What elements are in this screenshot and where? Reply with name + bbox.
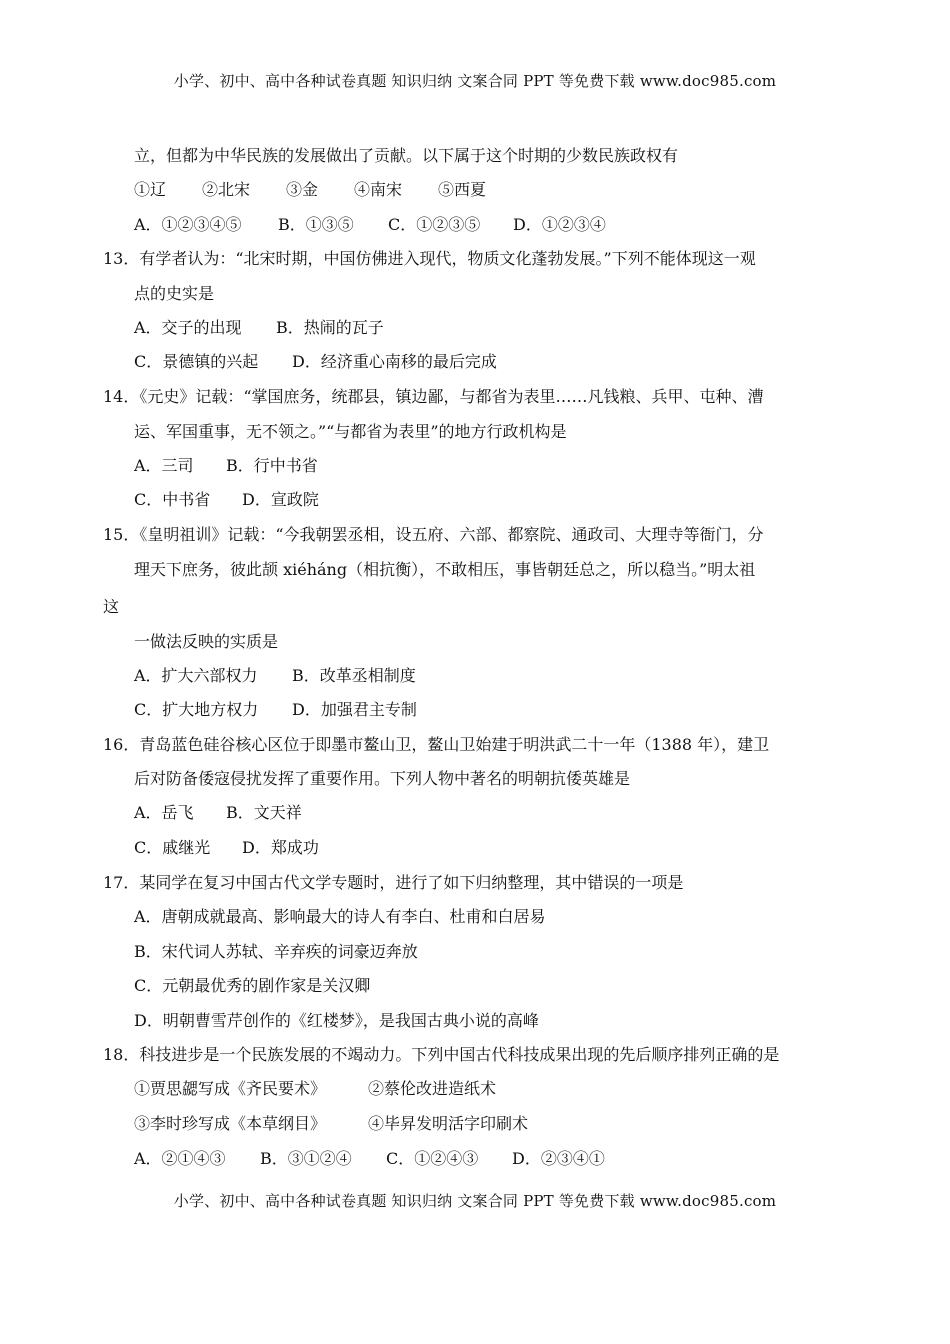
option-a: A．交子的出现 [134,318,242,337]
option-c: C．①②④③ [386,1149,479,1168]
q18-items-row2 [134,1114,528,1134]
q12-options [134,215,606,235]
q16-options-row1 [134,803,302,823]
q12-item: ①辽 [134,180,167,199]
q16-stem-line2: 后对防备倭寇侵扰发挥了重要作用。下列人物中著名的明朝抗倭英雄是 [134,769,631,788]
option-b: B．宋代词人苏轼、辛弃疾的词豪迈奔放 [134,942,418,961]
option-d: D．②③④① [512,1149,605,1168]
option-b: B．①③⑤ [278,215,354,234]
page-header: 小学、初中、高中各种试卷真题 知识归纳 文案合同 PPT 等免费下载 www.doc985.com [173,72,777,90]
q18-items-row1 [134,1079,496,1099]
q13-options-row1 [134,318,384,338]
option-d: D．郑成功 [242,838,319,857]
option-a: A．②①④③ [134,1149,226,1168]
q13-stem-line1: 13．有学者认为：“北宋时期，中国仿佛进入现代，物质文化蓬勃发展。”下列不能体现这一观 [103,249,756,268]
q12-item: ⑤西夏 [438,180,487,199]
option-a: A．唐朝成就最高、影响最大的诗人有李白、杜甫和白居易 [134,907,546,926]
q15-stem-line3: 这 [103,597,120,616]
q14-stem-line2: 运、军国重事，无不领之。”“与都省为表里”的地方行政机构是 [134,422,567,441]
option-d: D．宣政院 [242,490,319,509]
option-b: B．文天祥 [226,803,302,822]
option-c: C．景德镇的兴起 [134,352,259,371]
q14-options-row1 [134,456,318,476]
q18-item: ④毕昇发明活字印刷术 [368,1114,529,1133]
option-c: C．戚继光 [134,838,211,857]
q14-stem-line1: 14．《元史》记载：“掌国庶务，统郡县，镇边鄙，与都省为表里……凡钱粮、兵甲、屯种、漕 [103,387,764,406]
option-d: D．明朝曹雪芹创作的《红楼梦》，是我国古典小说的高峰 [134,1011,539,1030]
q17-stem-line1: 17．某同学在复习中国古代文学专题时，进行了如下归纳整理，其中错误的一项是 [103,873,684,892]
q18-item: ①贾思勰写成《齐民要术》 [134,1079,327,1098]
option-d: D．①②③④ [513,215,606,234]
q15-stem-line1: 15．《皇明祖训》记载：“今我朝罢丞相，设五府、六部、都察院、通政司、大理寺等衙门，分 [103,525,764,544]
q18-item: ③李时珍写成《本草纲目》 [134,1114,327,1133]
option-b: B．③①②④ [260,1149,352,1168]
option-a: A．三司 [134,456,194,475]
option-c: C．①②③⑤ [388,215,481,234]
option-c: C．中书省 [134,490,211,509]
page-footer: 小学、初中、高中各种试卷真题 知识归纳 文案合同 PPT 等免费下载 www.doc985.com [173,1192,777,1210]
option-a: A．扩大六部权力 [134,666,258,685]
option-d: D．加强君主专制 [292,700,417,719]
q15-stem-line4: 一做法反映的实质是 [134,632,279,651]
option-b: B．热闹的瓦子 [276,318,384,337]
q15-options-row1 [134,666,416,686]
q12-item: ②北宋 [202,180,251,199]
option-b: B．改革丞相制度 [292,666,416,685]
q15-options-row2 [134,700,417,720]
q12-items [134,180,486,200]
q14-options-row2 [134,490,319,510]
option-a: A．岳飞 [134,803,194,822]
option-a: A．①②③④⑤ [134,215,242,234]
q18-options [134,1149,605,1169]
q18-item: ②蔡伦改进造纸术 [368,1079,497,1098]
q12-item: ③金 [286,180,319,199]
q18-stem-line1: 18．科技进步是一个民族发展的不竭动力。下列中国古代科技成果出现的先后顺序排列正确的是 [103,1045,780,1064]
option-b: B．行中书省 [226,456,318,475]
q16-options-row2 [134,838,319,858]
q15-stem-line2: 理天下庶务，彼此颉 xiéháng（相抗衡），不敢相压，事皆朝廷总之，所以稳当。”明太祖 [134,560,756,579]
option-c: C．元朝最优秀的剧作家是关汉卿 [134,976,371,995]
q16-stem-line1: 16．青岛蓝色硅谷核心区位于即墨市鳌山卫，鳌山卫始建于明洪武二十一年（1388 年），建卫 [103,735,770,754]
q13-stem-line2: 点的史实是 [134,284,215,303]
option-d: D．经济重心南移的最后完成 [292,352,497,371]
q13-options-row2 [134,352,497,372]
q12-item: ④南宋 [354,180,403,199]
q12-continuation: 立，但都为中华民族的发展做出了贡献。以下属于这个时期的少数民族政权有 [134,146,679,165]
option-c: C．扩大地方权力 [134,700,259,719]
